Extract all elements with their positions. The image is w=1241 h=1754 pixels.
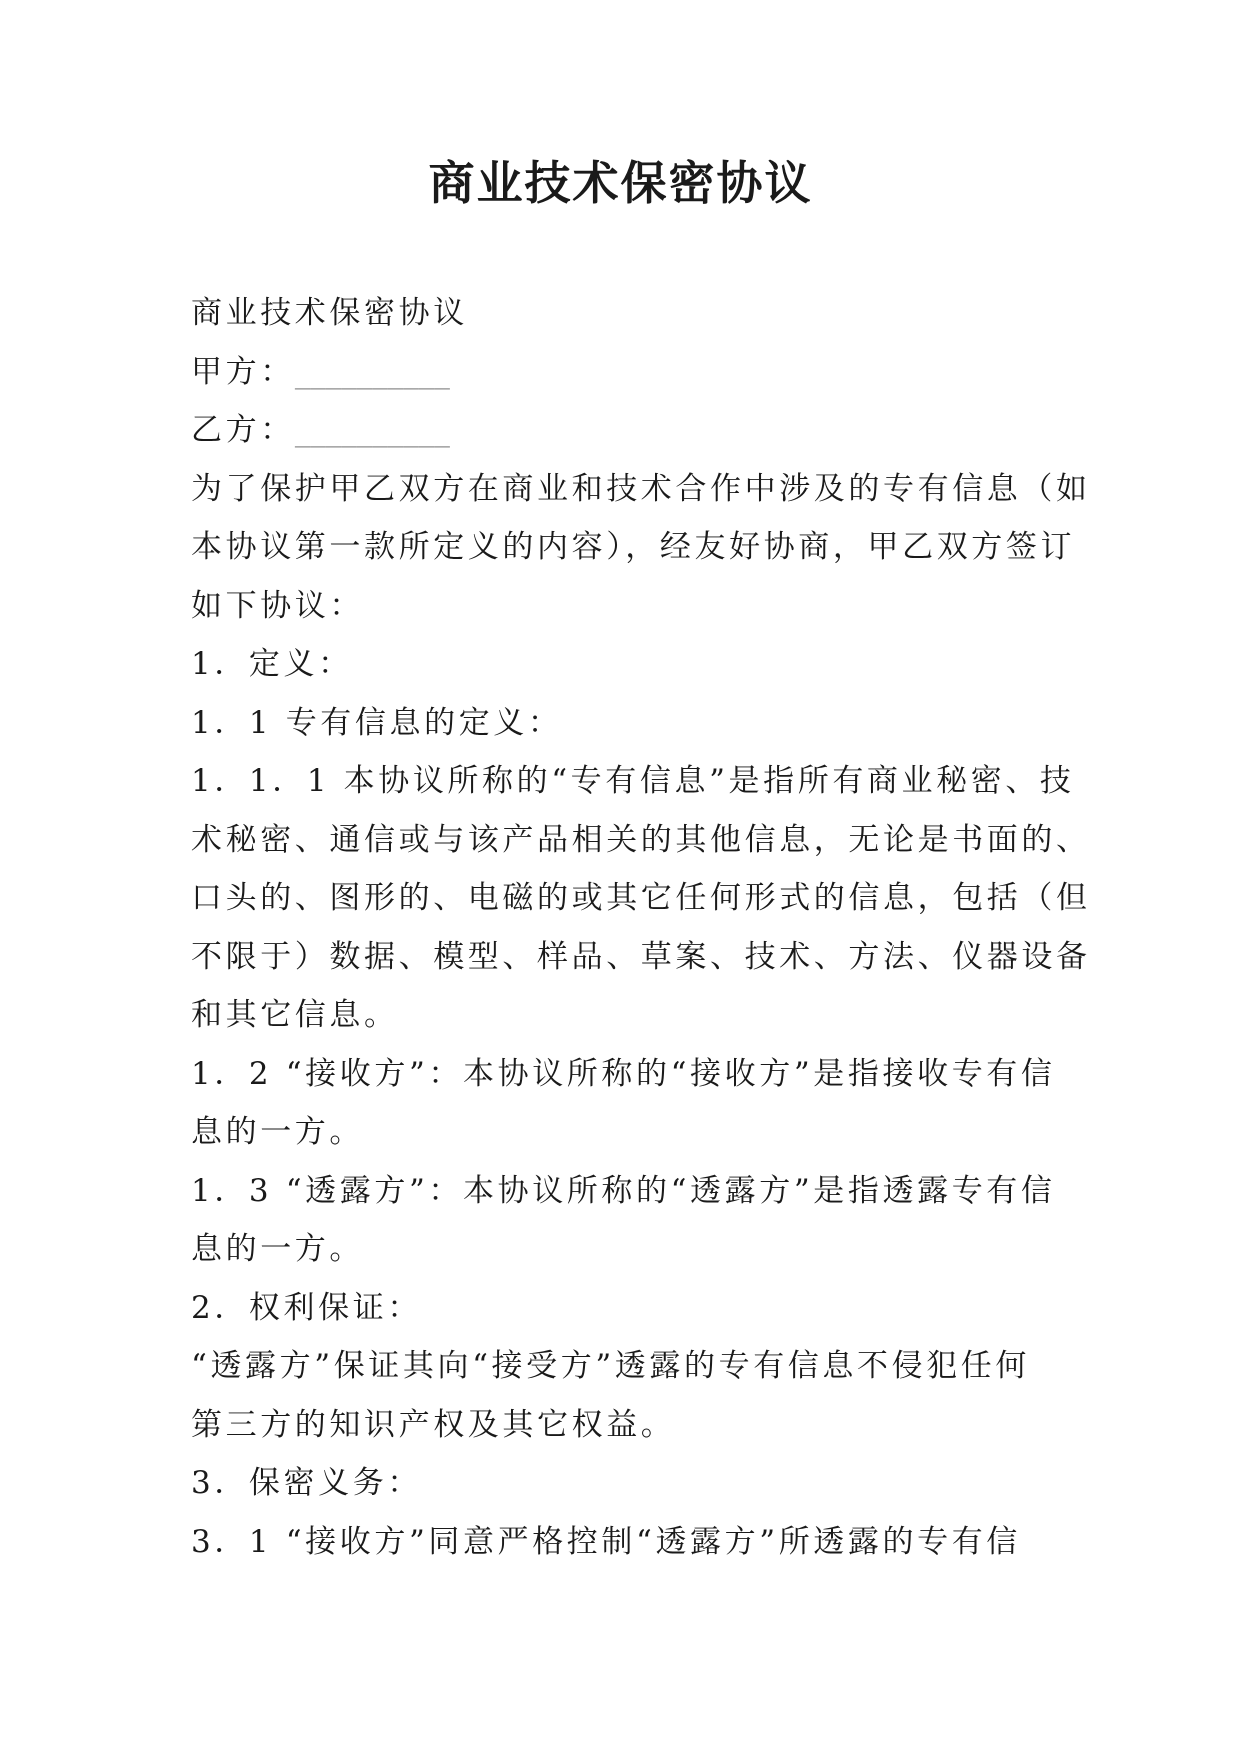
text-line: “透露方”保证其向“接受方”透露的专有信息不侵犯任何 bbox=[191, 1348, 1030, 1384]
text-line: 3．1 “接收方”同意严格控制“透露方”所透露的专有信 bbox=[191, 1523, 1021, 1560]
text-line: 为了保护甲乙双方在商业和技术合作中涉及的专有信息（如 bbox=[191, 470, 1091, 507]
text-line: 如下协议： bbox=[191, 587, 364, 624]
text-line: 口头的、图形的、电磁的或其它任何形式的信息，包括（但 bbox=[191, 880, 1091, 916]
text-line: 商业技术保密协议 bbox=[191, 295, 468, 331]
text-line: 不限于）数据、模型、样品、草案、技术、方法、仪器设备 bbox=[191, 938, 1091, 975]
text-line: 本协议第一款所定义的内容），经友好协商，甲乙双方签订 bbox=[191, 529, 1076, 565]
party-b-blank: __________ bbox=[294, 412, 450, 448]
party-a-blank: __________ bbox=[294, 353, 450, 390]
text-line: 息的一方。 bbox=[191, 1231, 364, 1267]
document-body bbox=[191, 284, 1091, 1571]
text-line: 和其它信息。 bbox=[191, 997, 399, 1033]
text-line: 1．1 专有信息的定义： bbox=[191, 704, 563, 741]
text-line: 1．3 “透露方”：本协议所称的“透露方”是指透露专有信 bbox=[191, 1172, 1056, 1209]
section-heading: 3．保密义务： bbox=[191, 1465, 422, 1501]
text-line: 1．2 “接收方”：本协议所称的“接收方”是指接收专有信 bbox=[191, 1055, 1056, 1092]
section-heading: 2．权利保证： bbox=[191, 1289, 422, 1326]
party-b-line bbox=[191, 401, 1051, 460]
party-a-line bbox=[191, 343, 1051, 402]
text-line: 1．1．1 本协议所称的“专有信息”是指所有商业秘密、技 bbox=[191, 763, 1075, 799]
text-line: 术秘密、通信或与该产品相关的其他信息，无论是书面的、 bbox=[191, 821, 1091, 858]
section-heading: 1．定义： bbox=[191, 646, 353, 682]
party-a-label: 甲方： bbox=[191, 353, 295, 390]
text-line: 息的一方。 bbox=[191, 1114, 364, 1150]
text-line: 第三方的知识产权及其它权益。 bbox=[191, 1406, 676, 1443]
document-title: 商业技术保密协议 bbox=[428, 156, 813, 210]
party-b-label: 乙方： bbox=[191, 412, 295, 448]
